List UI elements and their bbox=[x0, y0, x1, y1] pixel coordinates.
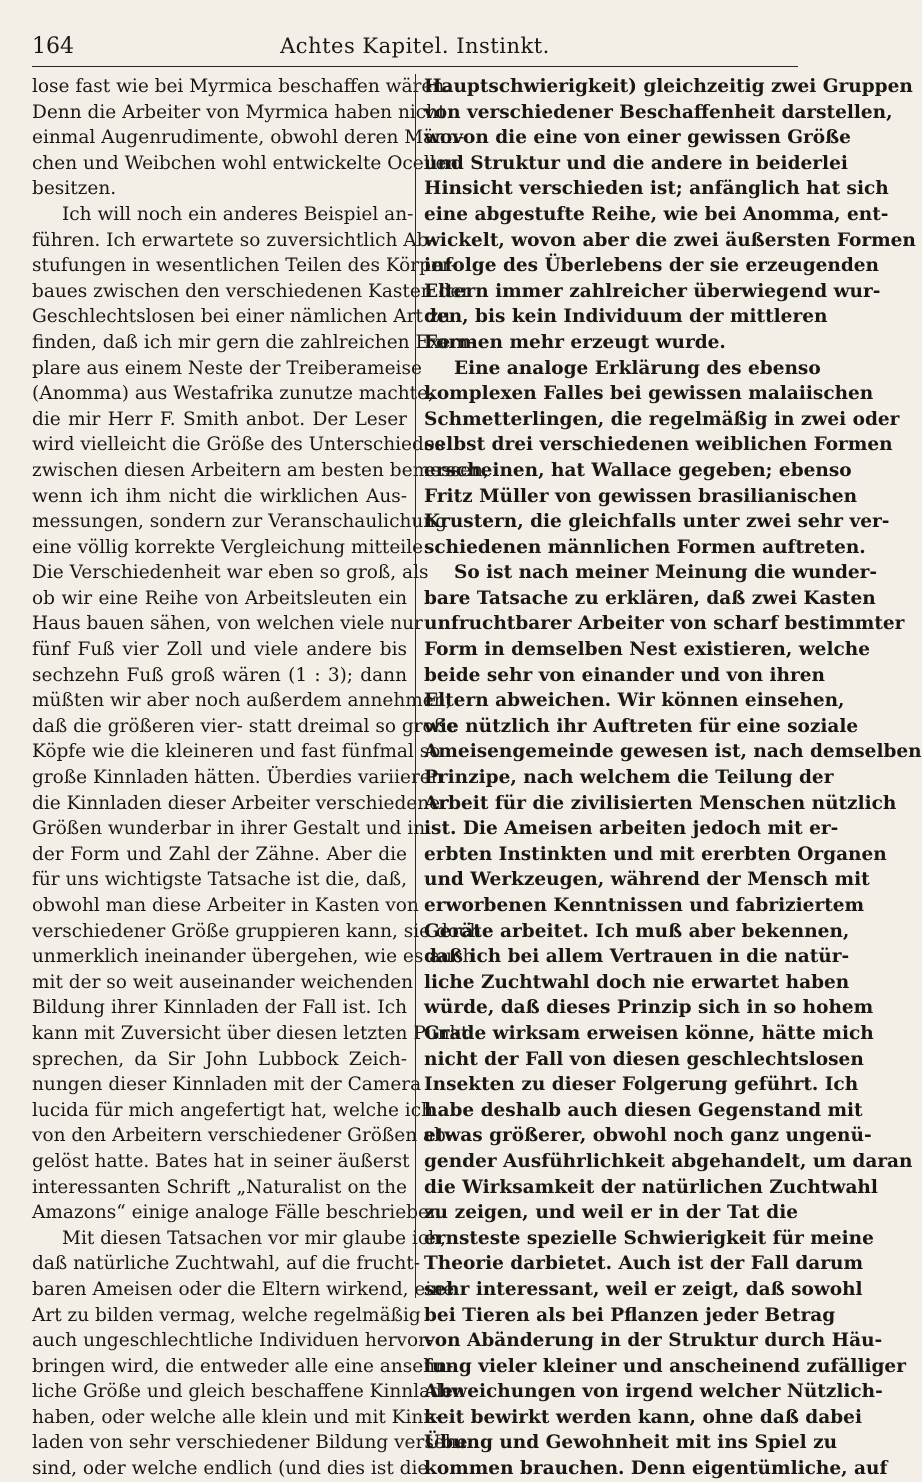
text-line: der Form und Zahl der Zähne. Aber die bbox=[32, 843, 407, 865]
text-line: sind, oder welche endlich (und dies ist die bbox=[32, 1458, 429, 1480]
text-line: Ich will noch ein anderes Beispiel an- bbox=[62, 203, 414, 225]
right-column bbox=[415, 74, 922, 1480]
text-line: etwas größerer, obwohl noch ganz ungenü- bbox=[424, 1125, 872, 1147]
text-line: Geschlechtslosen bei einer nämlichen Art zu bbox=[32, 306, 451, 328]
text-line: unfruchtbarer Arbeiter von scharf bestimmter bbox=[424, 613, 905, 635]
text-line: Köpfe wie die kleineren und fast fünfmal so bbox=[32, 741, 441, 763]
text-line: bei Tieren als bei Pflanzen jeder Betrag bbox=[424, 1304, 836, 1326]
text-line: Bildung ihrer Kinnladen der Fall ist. Ich bbox=[32, 997, 407, 1019]
text-line: bare Tatsache zu erklären, daß zwei Kasten bbox=[424, 587, 876, 609]
text-line: und Werkzeugen, während der Mensch mit bbox=[424, 869, 870, 891]
text-line: Größen wunderbar in ihrer Gestalt und in bbox=[32, 818, 426, 840]
text-line: erscheinen, hat Wallace gegeben; ebenso bbox=[424, 459, 852, 481]
page-header bbox=[32, 30, 798, 67]
text-line: Form in demselben Nest existieren, welche bbox=[424, 639, 870, 661]
text-line: von verschiedener Beschaffenheit darstellen, bbox=[424, 101, 893, 123]
text-line: baren Ameisen oder die Eltern wirkend, eine bbox=[32, 1278, 455, 1300]
text-line: finden, daß ich mir gern die zahlreichen Exem- bbox=[32, 331, 475, 353]
text-line: kann mit Zuversicht über diesen letzten Punkt bbox=[32, 1022, 469, 1044]
text-line: zu zeigen, und weil er in der Tat die bbox=[424, 1202, 798, 1224]
text-line: von Abänderung in der Struktur durch Häu- bbox=[424, 1330, 883, 1352]
text-line: den, bis kein Individuum der mittleren bbox=[424, 306, 828, 328]
text-line: wovon die eine von einer gewissen Größe bbox=[424, 127, 851, 149]
text-line: erworbenen Kenntnissen und fabriziertem bbox=[424, 895, 865, 916]
text-line: Eine analoge Erklärung des ebenso bbox=[454, 357, 821, 379]
text-line: (Anomma) aus Westafrika zunutze machte, bbox=[32, 383, 434, 405]
text-line: eine völlig korrekte Vergleichung mitteile. bbox=[32, 536, 429, 558]
text-line: daß natürliche Zuchtwahl, auf die frucht- bbox=[32, 1253, 420, 1275]
text-line: wickelt, wovon aber die zwei äußersten Formen bbox=[424, 229, 916, 251]
text-line: wenn ich ihm nicht die wirklichen Aus- bbox=[32, 485, 407, 507]
text-line: sechzehn Fuß groß wären (1 : 3); dann bbox=[32, 664, 407, 686]
text-line: gender Ausführlichkeit abgehandelt, um daran bbox=[424, 1150, 913, 1172]
text-line: ob wir eine Reihe von Arbeitsleuten ein bbox=[32, 587, 407, 609]
text-line: Die Verschiedenheit war eben so groß, als bbox=[32, 562, 429, 584]
page-number: 164 bbox=[32, 34, 74, 59]
text-line: Prinzipe, nach welchem die Teilung der bbox=[424, 767, 834, 789]
text-line: würde, daß dieses Prinzip sich in so hohem bbox=[424, 997, 874, 1019]
text-line: daß ich bei allem Vertrauen in die natür- bbox=[424, 946, 850, 968]
text-line: lose fast wie bei Myrmica beschaffen wären. bbox=[32, 76, 451, 97]
text-line: stufungen in wesentlichen Teilen des Körper- bbox=[32, 255, 458, 277]
text-line: infolge des Überlebens der sie erzeugenden bbox=[424, 255, 880, 277]
text-line: auch ungeschlechtliche Individuen hervor- bbox=[32, 1330, 434, 1352]
text-line: Eltern abweichen. Wir können einsehen, bbox=[424, 690, 845, 712]
text-line: Denn die Arbeiter von Myrmica haben nicht bbox=[32, 101, 446, 123]
text-line: liche Größe und gleich beschaffene Kinnladen bbox=[32, 1381, 465, 1403]
text-line: die Wirksamkeit der natürlichen Zuchtwahl bbox=[424, 1176, 878, 1198]
text-line: Krustern, die gleichfalls unter zwei sehr ver- bbox=[424, 511, 890, 533]
text-line: plare aus einem Neste der Treiberameise bbox=[32, 357, 422, 379]
text-line: Übung und Gewohnheit mit ins Spiel zu bbox=[424, 1432, 838, 1454]
text-line: sprechen, da Sir John Lubbock Zeich- bbox=[32, 1048, 407, 1070]
text-line: Hauptschwierigkeit) gleichzeitig zwei Gruppen bbox=[424, 76, 913, 97]
text-line: Fritz Müller von gewissen brasilianischen bbox=[424, 485, 858, 507]
text-line: Insekten zu dieser Folgerung geführt. Ich bbox=[424, 1074, 859, 1096]
text-line: So ist nach meiner Meinung die wunder- bbox=[454, 562, 878, 584]
text-line: selbst drei verschiedenen weiblichen Formen bbox=[424, 434, 893, 456]
text-line: die Kinnladen dieser Arbeiter verschiedener bbox=[32, 792, 449, 814]
running-head: Achtes Kapitel. Instinkt. bbox=[280, 34, 550, 58]
text-line: nungen dieser Kinnladen mit der Camera bbox=[32, 1074, 422, 1096]
text-line: ist. Die Ameisen arbeiten jedoch mit er- bbox=[424, 818, 839, 840]
text-line: daß die größeren vier- statt dreimal so große bbox=[32, 715, 457, 737]
text-line: interessanten Schrift „Naturalist on the bbox=[32, 1176, 407, 1198]
text-line: kommen brauchen. Denn eigentümliche, auf bbox=[424, 1458, 888, 1480]
text-line: beide sehr von einander und von ihren bbox=[424, 664, 825, 686]
text-line: Geräte arbeitet. Ich muß aber bekennen, bbox=[424, 920, 850, 942]
text-line: Formen mehr erzeugt wurde. bbox=[424, 331, 726, 353]
text-line: baues zwischen den verschiedenen Kasten der bbox=[32, 280, 471, 302]
text-line: mit der so weit auseinander weichenden bbox=[32, 971, 414, 993]
text-line: fung vieler kleiner und anscheinend zufälliger bbox=[424, 1355, 906, 1377]
text-line: unmerklich ineinander übergehen, wie es auch bbox=[32, 946, 475, 968]
text-line: Grade wirksam erweisen könne, hätte mich bbox=[424, 1022, 874, 1044]
text-line: gelöst hatte. Bates hat in seiner äußerst bbox=[32, 1150, 410, 1172]
text-line: erbten Instinkten und mit ererbten Organen bbox=[424, 843, 887, 865]
text-line: keit bewirkt werden kann, ohne daß dabei bbox=[424, 1406, 862, 1428]
text-line: chen und Weibchen wohl entwickelte Ocellen bbox=[32, 152, 459, 174]
text-line: messungen, sondern zur Veranschaulichung bbox=[32, 511, 448, 533]
text-line: sehr interessant, weil er zeigt, daß sowohl bbox=[424, 1278, 863, 1300]
text-line: bringen wird, die entweder alle eine ansehn- bbox=[32, 1355, 454, 1377]
text-line: Arbeit für die zivilisierten Menschen nützlich bbox=[424, 792, 897, 814]
text-line: wie nützlich ihr Auftreten für eine soziale bbox=[424, 715, 859, 737]
text-line: komplexen Falles bei gewissen malaiischen bbox=[424, 383, 874, 405]
text-line: müßten wir aber noch außerdem annehmen, bbox=[32, 690, 452, 712]
text-columns bbox=[32, 74, 922, 1480]
text-line: Mit diesen Tatsachen vor mir glaube ich, bbox=[62, 1227, 446, 1249]
text-line: große Kinnladen hätten. Überdies variieren bbox=[32, 767, 443, 789]
text-line: liche Zuchtwahl doch nie erwartet haben bbox=[424, 971, 850, 993]
text-line: Art zu bilden vermag, welche regelmäßig bbox=[32, 1304, 421, 1326]
text-line: eine abgestufte Reihe, wie bei Anomma, ent- bbox=[424, 203, 889, 225]
text-line: Haus bauen sähen, von welchen viele nur bbox=[32, 613, 423, 635]
text-line: zwischen diesen Arbeitern am besten bemessen, bbox=[32, 459, 489, 481]
text-line: habe deshalb auch diesen Gegenstand mit bbox=[424, 1099, 863, 1121]
text-line: lucida für mich angefertigt hat, welche ich bbox=[32, 1099, 433, 1121]
text-line: besitzen. bbox=[32, 178, 117, 200]
text-line: die mir Herr F. Smith anbot. Der Leser bbox=[32, 408, 407, 430]
text-line: Ameisengemeinde gewesen ist, nach demselben bbox=[424, 741, 922, 763]
text-line: haben, oder welche alle klein und mit Kinn- bbox=[32, 1406, 442, 1428]
text-line: Amazons“ einige analoge Fälle beschrieben. bbox=[32, 1202, 447, 1224]
text-line: wird vielleicht die Größe des Unterschiedes bbox=[32, 434, 445, 456]
text-line: fünf Fuß vier Zoll und viele andere bis bbox=[32, 639, 407, 661]
text-line: für uns wichtigste Tatsache ist die, daß, bbox=[32, 869, 407, 891]
text-line: einmal Augenrudimente, obwohl deren Männ- bbox=[32, 127, 465, 149]
text-line: Schmetterlingen, die regelmäßig in zwei oder bbox=[424, 408, 900, 430]
left-column bbox=[32, 74, 489, 1480]
text-line: schiedenen männlichen Formen auftreten. bbox=[424, 536, 866, 558]
text-line: Hinsicht verschieden ist; anfänglich hat sich bbox=[424, 178, 889, 200]
text-line: und Struktur und die andere in beiderlei bbox=[424, 152, 848, 174]
text-line: Abweichungen von irgend welcher Nützlich- bbox=[424, 1381, 883, 1403]
text-line: Eltern immer zahlreicher überwiegend wur- bbox=[424, 280, 881, 302]
text-line: laden von sehr verschiedener Bildung versehen bbox=[32, 1432, 480, 1454]
text-line: nicht der Fall von diesen geschlechtslosen bbox=[424, 1048, 864, 1070]
text-line: ernsteste spezielle Schwierigkeit für meine bbox=[424, 1227, 874, 1249]
text-line: Theorie darbietet. Auch ist der Fall darum bbox=[424, 1253, 864, 1275]
text-line: führen. Ich erwartete so zuversichtlich Ab- bbox=[32, 229, 435, 251]
text-line: von den Arbeitern verschiedener Größen ab- bbox=[32, 1125, 453, 1147]
text-line: obwohl man diese Arbeiter in Kasten von bbox=[32, 895, 419, 916]
text-line: verschiedener Größe gruppieren kann, sie doch bbox=[32, 920, 482, 942]
